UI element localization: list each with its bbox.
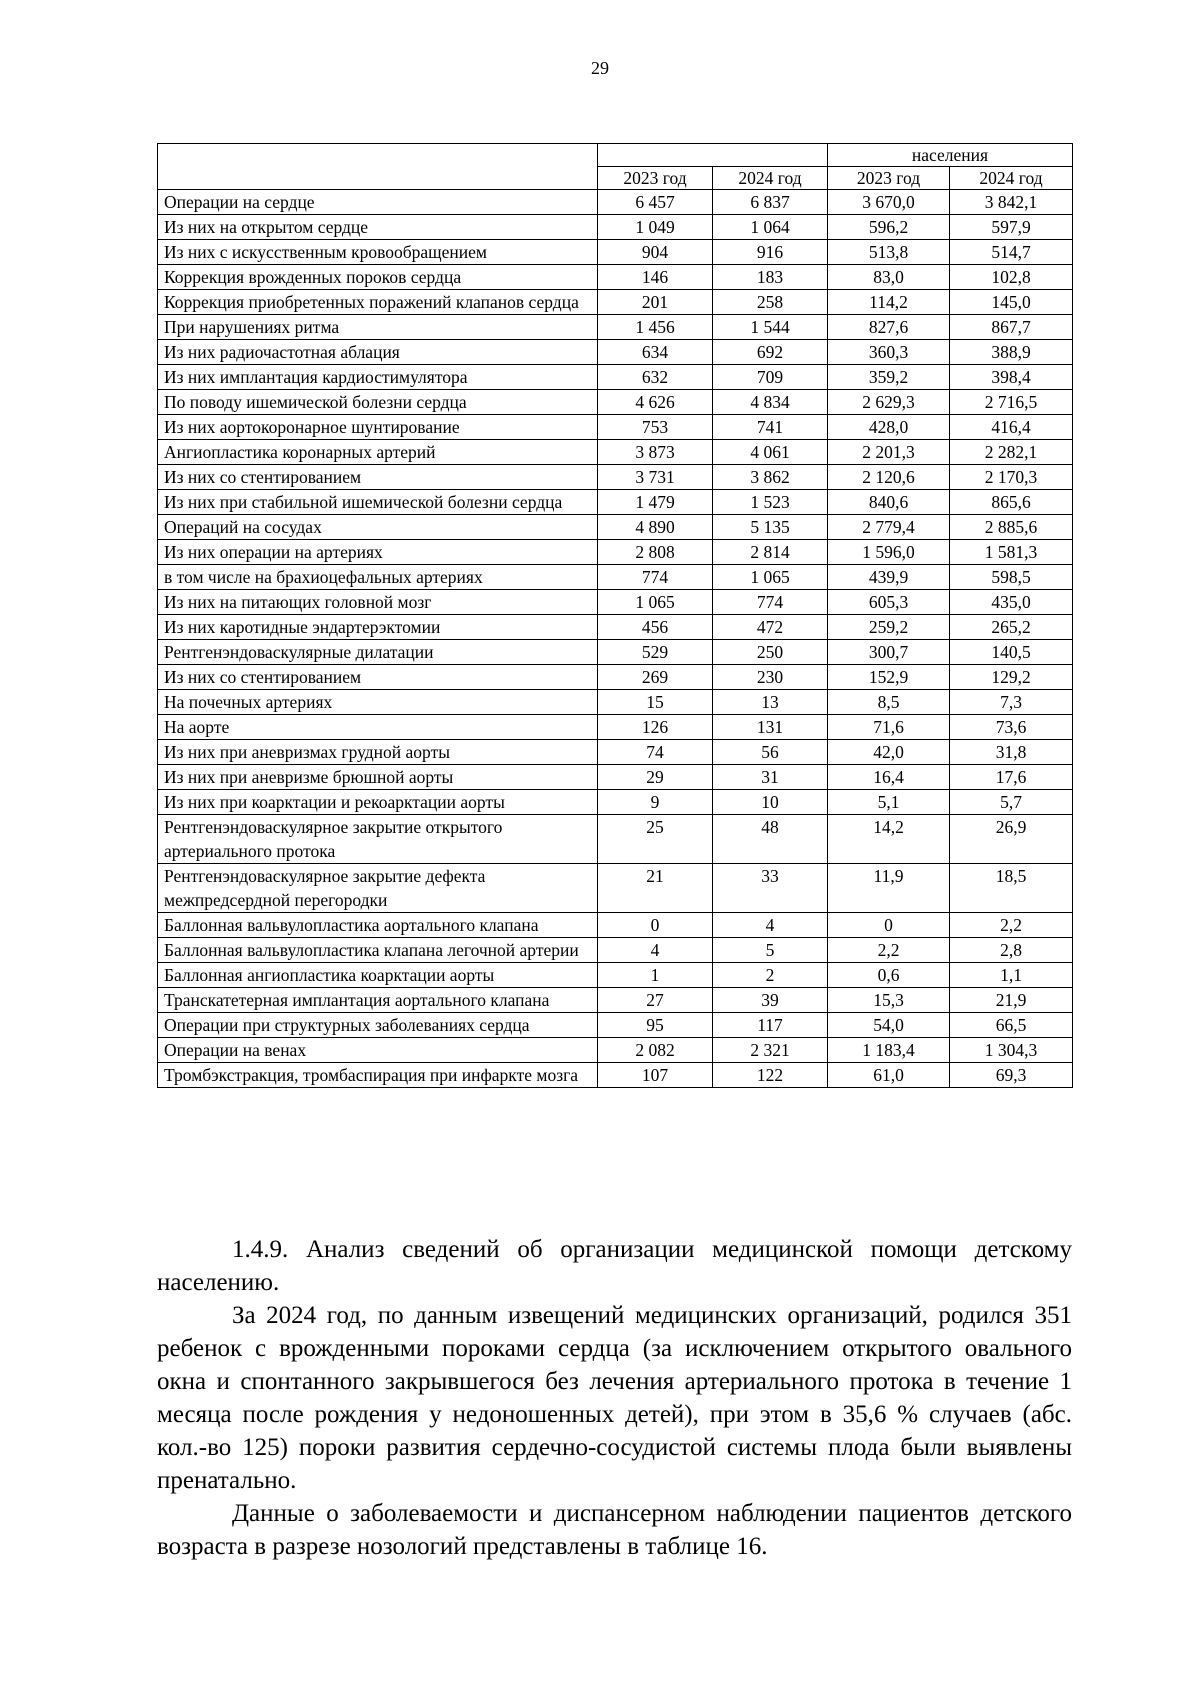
- row-value: 4 890: [598, 515, 713, 540]
- table-row: [158, 1063, 1073, 1088]
- row-value: 140,5: [950, 640, 1073, 665]
- row-value: 74: [598, 740, 713, 765]
- row-value: 66,5: [950, 1013, 1073, 1038]
- row-value: 359,2: [828, 365, 950, 390]
- row-value: 145,0: [950, 290, 1073, 315]
- row-value: 2 629,3: [828, 390, 950, 415]
- row-value: 529: [598, 640, 713, 665]
- row-value: 5,7: [950, 790, 1073, 815]
- row-value: 3 842,1: [950, 190, 1073, 215]
- row-value: 39: [713, 988, 828, 1013]
- row-label: Из них при коарктации и рекоарктации аорты: [158, 790, 598, 815]
- row-label: Ангиопластика коронарных артерий: [158, 440, 598, 465]
- row-value: 456: [598, 615, 713, 640]
- table-row: [158, 390, 1073, 415]
- row-value: 605,3: [828, 590, 950, 615]
- row-value: 3 670,0: [828, 190, 950, 215]
- row-value: 250: [713, 640, 828, 665]
- row-value: 269: [598, 665, 713, 690]
- row-value: 596,2: [828, 215, 950, 240]
- body-text: [157, 1233, 1072, 1563]
- table-row: [158, 315, 1073, 340]
- row-value: 8,5: [828, 690, 950, 715]
- row-value: 6 457: [598, 190, 713, 215]
- row-value: 2 082: [598, 1038, 713, 1063]
- row-value: 83,0: [828, 265, 950, 290]
- row-value: 7,3: [950, 690, 1073, 715]
- row-label: Тромбэкстракция, тромбаспирация при инфаркте мозга: [158, 1063, 598, 1088]
- row-value: 15: [598, 690, 713, 715]
- row-label: Операции на сердце: [158, 190, 598, 215]
- row-value: 360,3: [828, 340, 950, 365]
- table-row: [158, 1038, 1073, 1063]
- row-value: 741: [713, 415, 828, 440]
- row-label: По поводу ишемической болезни сердца: [158, 390, 598, 415]
- table-row: [158, 190, 1073, 215]
- row-value: 3 873: [598, 440, 713, 465]
- row-value: 117: [713, 1013, 828, 1038]
- row-value: 1 049: [598, 215, 713, 240]
- row-value: 16,4: [828, 765, 950, 790]
- row-value: 827,6: [828, 315, 950, 340]
- row-value: 73,6: [950, 715, 1073, 740]
- row-value: 33: [713, 864, 828, 913]
- row-value: 201: [598, 290, 713, 315]
- header-group-label: населения: [828, 144, 1073, 167]
- row-value: 95: [598, 1013, 713, 1038]
- row-label: Из них при аневризмах грудной аорты: [158, 740, 598, 765]
- row-value: 31,8: [950, 740, 1073, 765]
- table-row: [158, 938, 1073, 963]
- header-year-4: 2024 год: [950, 167, 1073, 190]
- row-label: На почечных артериях: [158, 690, 598, 715]
- row-label: Из них при стабильной ишемической болезни сердца: [158, 490, 598, 515]
- row-value: 388,9: [950, 340, 1073, 365]
- row-value: 183: [713, 265, 828, 290]
- row-value: 152,9: [828, 665, 950, 690]
- row-value: 146: [598, 265, 713, 290]
- row-value: 265,2: [950, 615, 1073, 640]
- row-value: 2 814: [713, 540, 828, 565]
- row-value: 26,9: [950, 815, 1073, 864]
- table-row: [158, 665, 1073, 690]
- row-value: 514,7: [950, 240, 1073, 265]
- table-row: [158, 290, 1073, 315]
- row-value: 1 544: [713, 315, 828, 340]
- table-row: [158, 715, 1073, 740]
- row-value: 4: [713, 913, 828, 938]
- row-value: 439,9: [828, 565, 950, 590]
- row-value: 11,9: [828, 864, 950, 913]
- row-value: 4 061: [713, 440, 828, 465]
- table-row: [158, 240, 1073, 265]
- row-value: 21,9: [950, 988, 1073, 1013]
- row-value: 2 120,6: [828, 465, 950, 490]
- row-value: 3 862: [713, 465, 828, 490]
- table-row: [158, 615, 1073, 640]
- row-value: 2 885,6: [950, 515, 1073, 540]
- row-label: Из них аортокоронарное шунтирование: [158, 415, 598, 440]
- row-value: 10: [713, 790, 828, 815]
- row-value: 1 456: [598, 315, 713, 340]
- table-row: [158, 440, 1073, 465]
- row-label: Операции при структурных заболеваниях сердца: [158, 1013, 598, 1038]
- row-label: Баллонная ангиопластика коарктации аорты: [158, 963, 598, 988]
- row-value: 300,7: [828, 640, 950, 665]
- row-value: 2 170,3: [950, 465, 1073, 490]
- row-value: 753: [598, 415, 713, 440]
- table-row: [158, 913, 1073, 938]
- row-value: 2 779,4: [828, 515, 950, 540]
- table-row: [158, 365, 1073, 390]
- row-value: 597,9: [950, 215, 1073, 240]
- row-value: 9: [598, 790, 713, 815]
- row-value: 21: [598, 864, 713, 913]
- row-value: 4 626: [598, 390, 713, 415]
- row-value: 1: [598, 963, 713, 988]
- row-value: 6 837: [713, 190, 828, 215]
- row-value: 1 064: [713, 215, 828, 240]
- row-value: 13: [713, 690, 828, 715]
- table-row: [158, 740, 1073, 765]
- header-empty-cell: [158, 144, 598, 190]
- row-value: 71,6: [828, 715, 950, 740]
- row-value: 27: [598, 988, 713, 1013]
- row-value: 2 716,5: [950, 390, 1073, 415]
- row-value: 774: [713, 590, 828, 615]
- row-value: 107: [598, 1063, 713, 1088]
- table-row: [158, 415, 1073, 440]
- row-label: Рентгенэндоваскулярное закрытие дефекта межпредсердной перегородки: [158, 864, 598, 913]
- row-value: 54,0: [828, 1013, 950, 1038]
- header-year-3: 2023 год: [828, 167, 950, 190]
- table-row: [158, 590, 1073, 615]
- row-label: в том числе на брахиоцефальных артериях: [158, 565, 598, 590]
- row-value: 398,4: [950, 365, 1073, 390]
- body-paragraph-2: Данные о заболеваемости и диспансерном наблюдении пациентов детского возраста в разрезе нозологий представлены в таблице 16.: [157, 1500, 1072, 1560]
- row-label: Баллонная вальвулопластика аортального клапана: [158, 913, 598, 938]
- table-row: [158, 690, 1073, 715]
- row-value: 2: [713, 963, 828, 988]
- row-value: 598,5: [950, 565, 1073, 590]
- row-value: 2,2: [950, 913, 1073, 938]
- row-value: 18,5: [950, 864, 1073, 913]
- cardiac-operations-table: [157, 143, 1073, 1088]
- row-label: Из них со стентированием: [158, 665, 598, 690]
- table-row: [158, 265, 1073, 290]
- row-value: 114,2: [828, 290, 950, 315]
- row-value: 3 731: [598, 465, 713, 490]
- row-label: Из них операции на артериях: [158, 540, 598, 565]
- row-label: Из них на питающих головной мозг: [158, 590, 598, 615]
- row-value: 25: [598, 815, 713, 864]
- row-value: 840,6: [828, 490, 950, 515]
- header-year-2: 2024 год: [713, 167, 828, 190]
- row-value: 102,8: [950, 265, 1073, 290]
- row-label: Баллонная вальвулопластика клапана легочной артерии: [158, 938, 598, 963]
- row-value: 5 135: [713, 515, 828, 540]
- table-row: [158, 515, 1073, 540]
- row-value: 2 808: [598, 540, 713, 565]
- row-label: На аорте: [158, 715, 598, 740]
- row-label: Из них со стентированием: [158, 465, 598, 490]
- row-value: 5,1: [828, 790, 950, 815]
- row-value: 259,2: [828, 615, 950, 640]
- row-value: 5: [713, 938, 828, 963]
- row-label: При нарушениях ритма: [158, 315, 598, 340]
- row-label: Из них имплантация кардиостимулятора: [158, 365, 598, 390]
- row-value: 2 321: [713, 1038, 828, 1063]
- table-row: [158, 540, 1073, 565]
- row-value: 1 065: [598, 590, 713, 615]
- table-row: [158, 1013, 1073, 1038]
- row-value: 122: [713, 1063, 828, 1088]
- row-value: 15,3: [828, 988, 950, 1013]
- row-value: 416,4: [950, 415, 1073, 440]
- row-value: 634: [598, 340, 713, 365]
- table-row: [158, 765, 1073, 790]
- table-row: [158, 988, 1073, 1013]
- row-value: 131: [713, 715, 828, 740]
- table-row: [158, 640, 1073, 665]
- row-value: 2,8: [950, 938, 1073, 963]
- row-value: 56: [713, 740, 828, 765]
- row-value: 865,6: [950, 490, 1073, 515]
- row-value: 126: [598, 715, 713, 740]
- row-value: 2,2: [828, 938, 950, 963]
- row-value: 774: [598, 565, 713, 590]
- table-row: [158, 215, 1073, 240]
- header-empty-group: [598, 144, 828, 167]
- row-value: 1 479: [598, 490, 713, 515]
- row-value: 1 183,4: [828, 1038, 950, 1063]
- row-label: Из них при аневризме брюшной аорты: [158, 765, 598, 790]
- row-value: 4: [598, 938, 713, 963]
- row-value: 1 596,0: [828, 540, 950, 565]
- row-value: 1 065: [713, 565, 828, 590]
- row-value: 472: [713, 615, 828, 640]
- row-label: Коррекция приобретенных поражений клапанов сердца: [158, 290, 598, 315]
- table-row: [158, 565, 1073, 590]
- row-value: 916: [713, 240, 828, 265]
- row-value: 230: [713, 665, 828, 690]
- row-value: 0: [828, 913, 950, 938]
- body-paragraph-1: За 2024 год, по данным извещений медицинских организаций, родился 351 ребенок с врожденными пороками сердца (за исключением открытого овального окна и спонтанного закрывшегося без лечения артериального протока в течение 1 месяца после рождения у недоношенных детей), при этом в 35,6 % случаев (абс. кол.-во 125) пороки развития сердечно-сосудистой системы плода были выявлены пренатально.: [157, 1302, 1072, 1494]
- row-value: 4 834: [713, 390, 828, 415]
- row-label: Транскатетерная имплантация аортального клапана: [158, 988, 598, 1013]
- row-value: 2 282,1: [950, 440, 1073, 465]
- table-row: [158, 490, 1073, 515]
- table-row: [158, 790, 1073, 815]
- row-label: Из них каротидные эндартерэктомии: [158, 615, 598, 640]
- row-value: 258: [713, 290, 828, 315]
- row-value: 904: [598, 240, 713, 265]
- row-value: 0: [598, 913, 713, 938]
- table-row: [158, 815, 1073, 864]
- table-header-row-1: [158, 144, 1073, 167]
- row-value: 2 201,3: [828, 440, 950, 465]
- row-label: Из них на открытом сердце: [158, 215, 598, 240]
- page-number: 29: [591, 58, 609, 78]
- row-value: 0,6: [828, 963, 950, 988]
- row-value: 1 304,3: [950, 1038, 1073, 1063]
- table-row: [158, 864, 1073, 913]
- table-row: [158, 963, 1073, 988]
- row-value: 129,2: [950, 665, 1073, 690]
- row-label: Коррекция врожденных пороков сердца: [158, 265, 598, 290]
- row-value: 1 523: [713, 490, 828, 515]
- row-value: 14,2: [828, 815, 950, 864]
- row-value: 1,1: [950, 963, 1073, 988]
- row-label: Рентгенэндоваскулярное закрытие открытого артериального протока: [158, 815, 598, 864]
- row-value: 709: [713, 365, 828, 390]
- row-value: 435,0: [950, 590, 1073, 615]
- row-label: Из них радиочастотная аблация: [158, 340, 598, 365]
- row-value: 867,7: [950, 315, 1073, 340]
- row-value: 692: [713, 340, 828, 365]
- row-label: Операций на сосудах: [158, 515, 598, 540]
- row-value: 61,0: [828, 1063, 950, 1088]
- section-heading-paragraph: 1.4.9. Анализ сведений об организации медицинской помощи детскому населению.: [157, 1236, 1072, 1296]
- row-value: 1 581,3: [950, 540, 1073, 565]
- header-year-1: 2023 год: [598, 167, 713, 190]
- row-value: 42,0: [828, 740, 950, 765]
- table-row: [158, 340, 1073, 365]
- row-value: 48: [713, 815, 828, 864]
- row-value: 428,0: [828, 415, 950, 440]
- row-label: Рентгенэндоваскулярные дилатации: [158, 640, 598, 665]
- row-value: 31: [713, 765, 828, 790]
- row-value: 29: [598, 765, 713, 790]
- row-label: Из них с искусственным кровообращением: [158, 240, 598, 265]
- row-value: 513,8: [828, 240, 950, 265]
- row-label: Операции на венах: [158, 1038, 598, 1063]
- row-value: 632: [598, 365, 713, 390]
- row-value: 69,3: [950, 1063, 1073, 1088]
- table-row: [158, 465, 1073, 490]
- row-value: 17,6: [950, 765, 1073, 790]
